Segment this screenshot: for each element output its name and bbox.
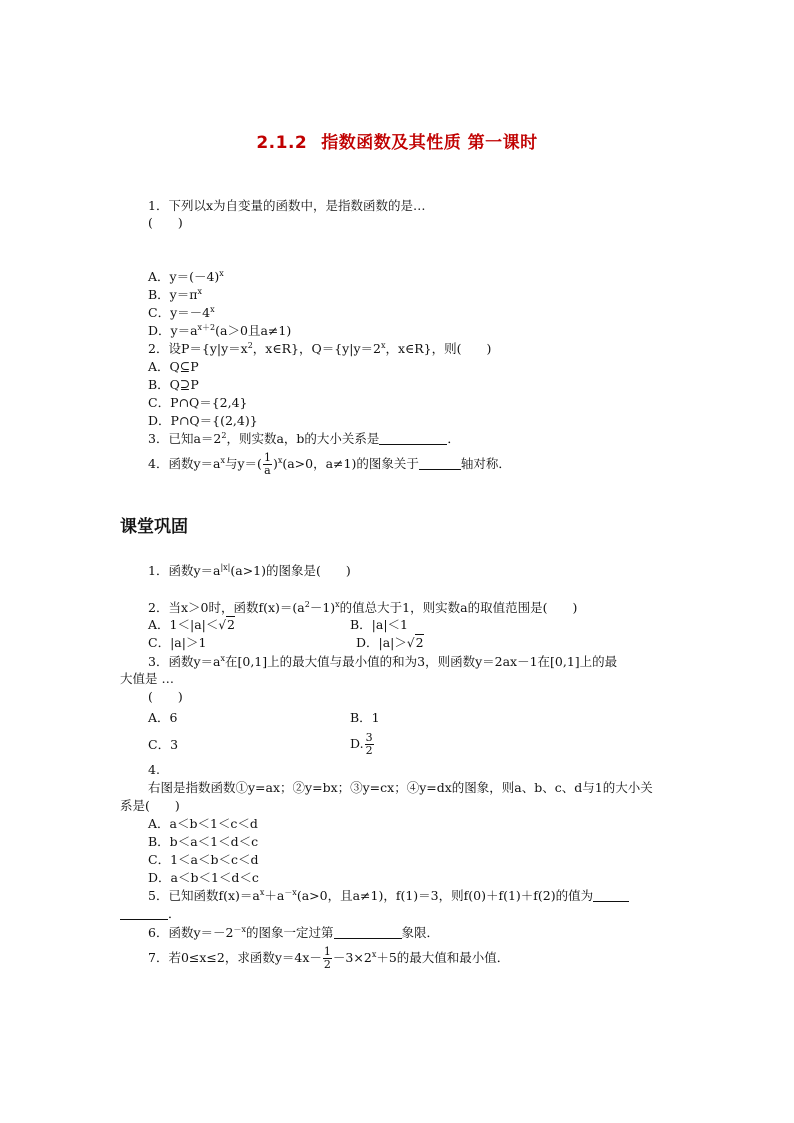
p3-option-d: D. $\frac{3}{2}$	[350, 731, 373, 757]
page-title	[0, 128, 794, 153]
p4-option-b: B．b＜a＜1＜d＜c	[148, 834, 259, 849]
q2-stem: 2．设$P=\{y|y=x^2$，x∈R}，$Q=\{y|y=2^x$，x∈R}，则( )	[148, 341, 492, 356]
answer-blank[interactable]	[419, 457, 461, 470]
answer-blank[interactable]	[379, 432, 447, 445]
p3-line1: 3．函数$y=a^x$在[0,1]上的最大值与最小值的和为3，则函数y＝2ax－1在[0,1]上的最	[148, 654, 618, 669]
p3-option-c: C．3	[148, 737, 179, 752]
section-heading: 课堂巩固	[120, 517, 188, 537]
p2-option-d: D．|a|＞√2	[356, 635, 424, 650]
q2-option-c: C．P∩Q＝{2,4}	[148, 395, 248, 410]
p3-option-a: A．6	[148, 710, 178, 725]
q1-bracket: ( )	[148, 215, 183, 230]
fraction: $\frac{3}{2}$	[365, 731, 373, 757]
p4-option-d: D．a＜b＜1＜d＜c	[148, 870, 259, 885]
p2-option-c: C．|a|＞1	[148, 635, 207, 650]
p4-option-a: A．a＜b＜1＜c＜d	[148, 816, 258, 831]
p2-option-a: A．1＜|a|＜√2	[148, 617, 235, 632]
answer-blank[interactable]	[593, 889, 629, 902]
p4-line1: 右图是指数函数①y=ax；②y=bx；③y=cx；④y=dx的图象，则a、b、c、d与1的大小关	[148, 780, 653, 795]
q1-option-a: A．$y=(-4)^x$	[148, 269, 224, 284]
p3-option-b: B．1	[350, 710, 380, 725]
p4-number: 4.	[148, 762, 160, 777]
answer-blank[interactable]	[334, 926, 402, 939]
p4-option-c: C．1＜a＜b＜c＜d	[148, 852, 259, 867]
title-text: 指数函数及其性质 第一课时	[321, 133, 538, 153]
p1-stem: 1．函数$y=a^{|x|}(a>1)$的图象是( )	[148, 563, 351, 578]
p3-line2: 大值是 …	[120, 671, 174, 686]
p2-stem: 2．当x＞0时，函数$f(x)=(a^2-1)^x$的值总大于1，则实数a的取值范围是( )	[148, 600, 578, 615]
p2-option-b: B．|a|＜1	[350, 617, 409, 632]
title-number: 2.1.2	[256, 133, 308, 153]
fraction: $\frac{1}{a}$	[263, 451, 271, 477]
p5-line2: ．	[120, 906, 181, 922]
p3-bracket: ( )	[148, 689, 183, 704]
fraction: $\frac{1}{2}$	[323, 945, 331, 971]
answer-blank[interactable]	[120, 907, 168, 920]
q1-option-c: C．$y=-4^x$	[148, 305, 215, 320]
q1-option-d: D．$y=a^{x+2}(a>0$且a≠1)	[148, 323, 292, 338]
q1-option-b: B．$y=\pi^x$	[148, 287, 202, 302]
q1-stem: 1．下列以x为自变量的函数中，是指数函数的是…	[148, 198, 426, 213]
q2-option-a: A．Q⊆P	[148, 359, 199, 374]
p7-stem: 7．若0≤x≤2，求函数y＝4x－ $\frac{1}{2}$ $-3\times 2^x+5$的最大值和最小值．	[148, 945, 510, 971]
p5-stem: 5．已知函数$f(x)=a^x+a^{-x}(a>0$，且a≠1)，f(1)＝3，则f(0)＋f(1)＋f(2)的值为	[148, 888, 629, 904]
q3-stem: 3．已知$a=2^2$，则实数a，b的大小关系是 ．	[148, 431, 460, 446]
p6-stem: 6．函数$y=-2^{-x}$的图象一定过第 象限．	[148, 925, 440, 940]
q2-option-b: B．Q⊇P	[148, 377, 199, 392]
p4-line2: 系是( )	[120, 798, 180, 813]
q4-stem: 4．函数$y=a^x$与y＝( $\frac{1}{a}$ )$^x$(a>0，a≠1)的图象关于 轴对称．	[148, 451, 511, 477]
q2-option-d: D．P∩Q＝{(2,4)}	[148, 413, 258, 428]
